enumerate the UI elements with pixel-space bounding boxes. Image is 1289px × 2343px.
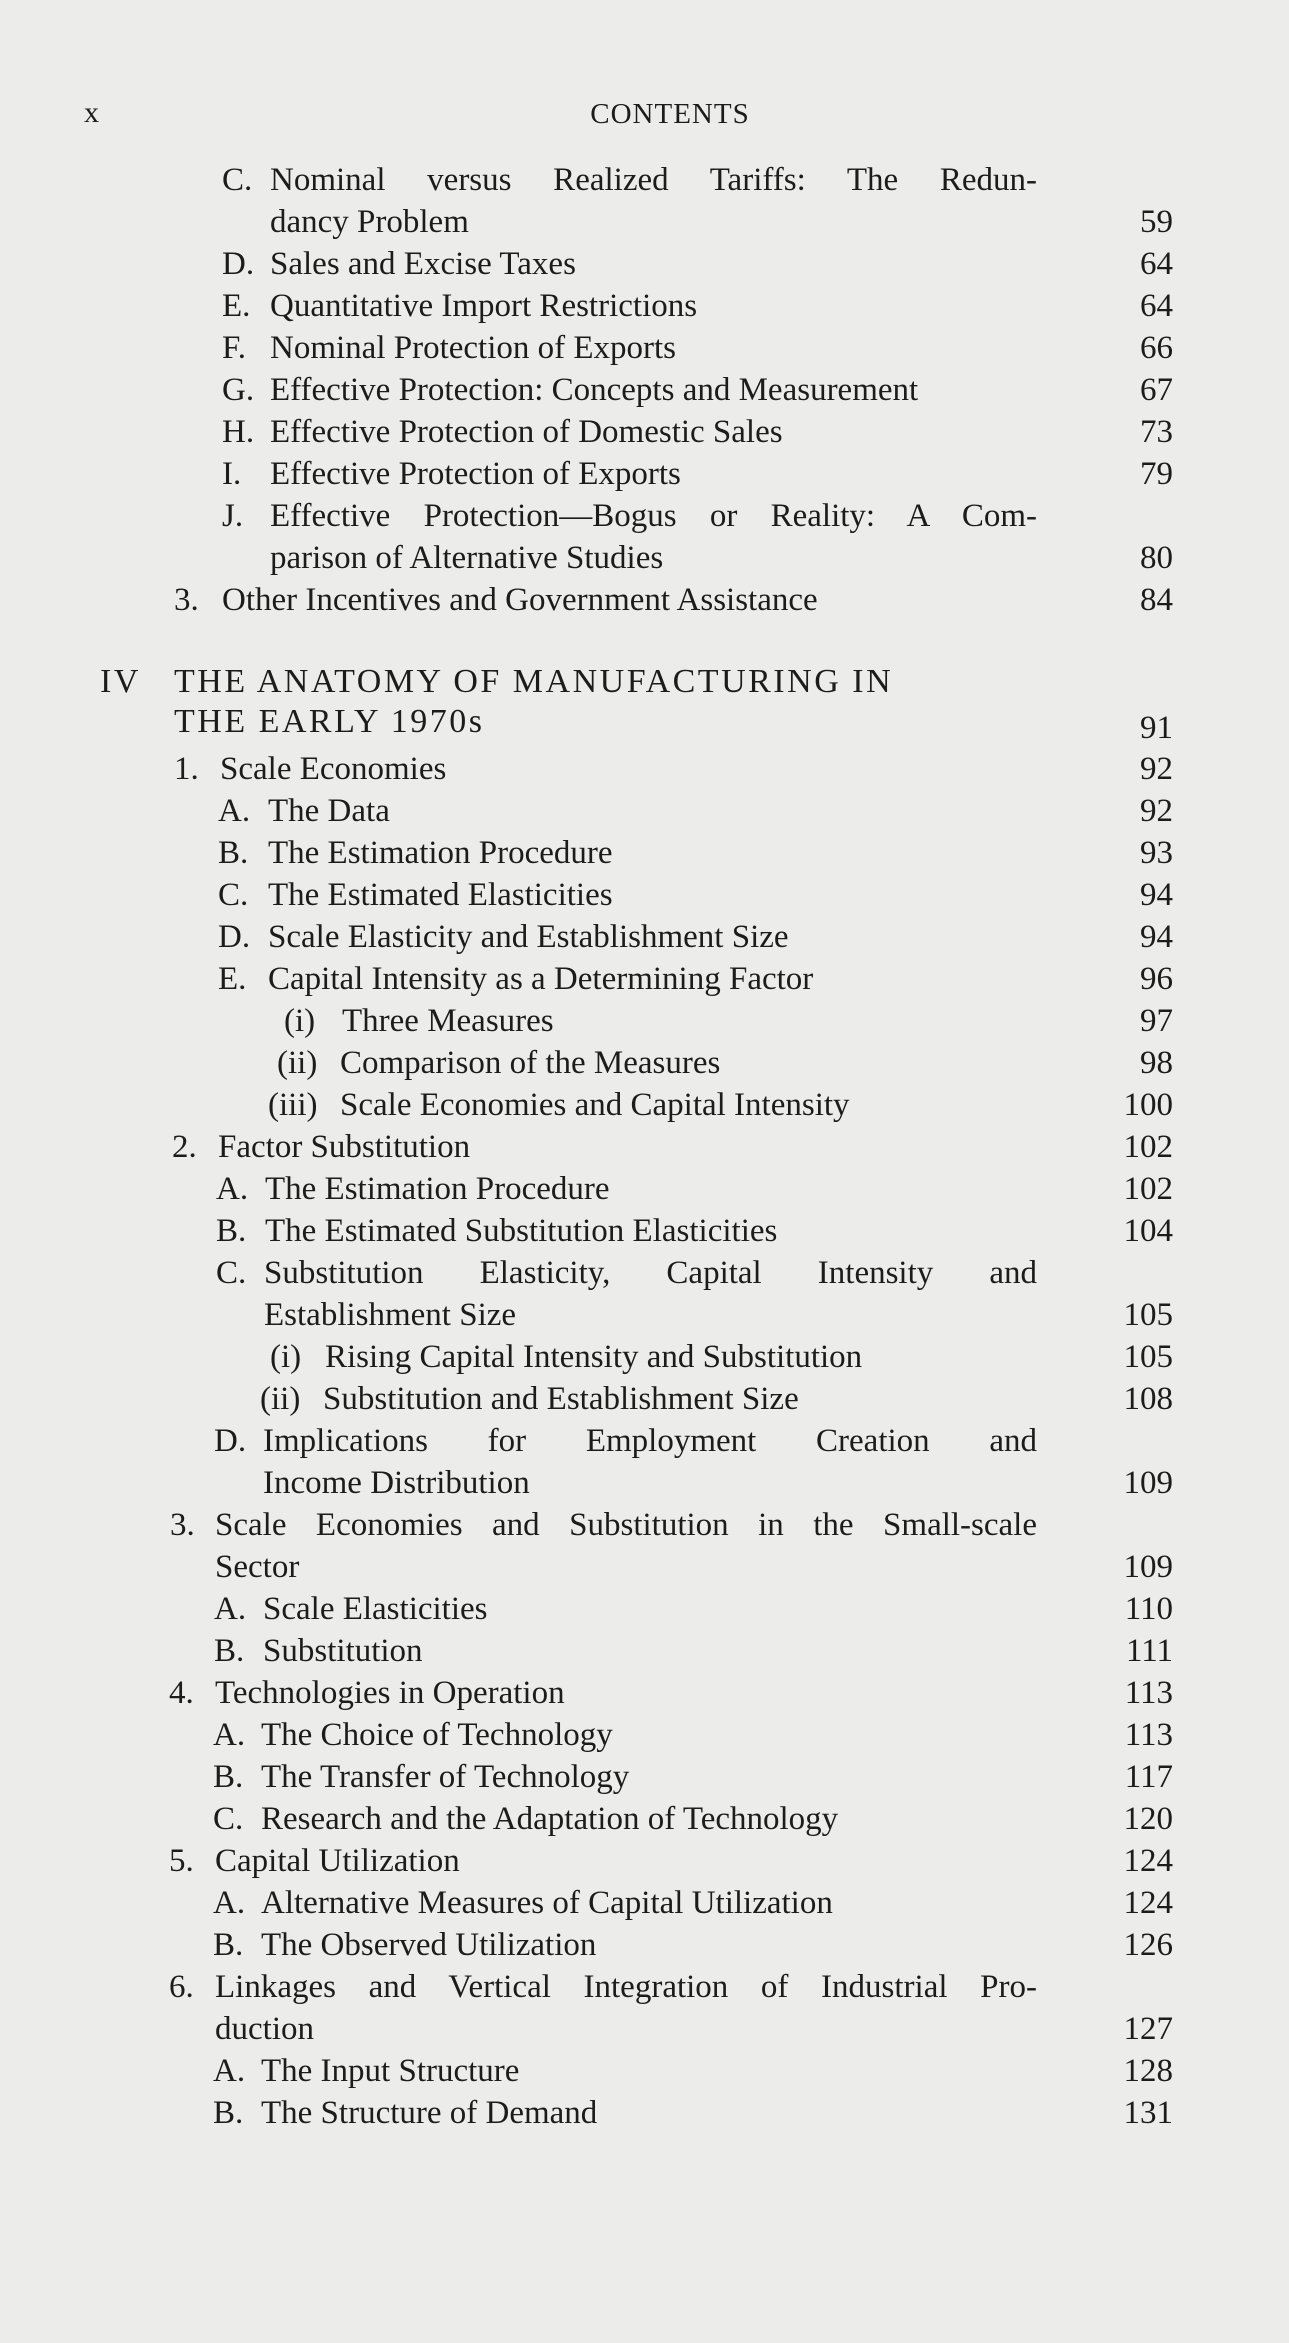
entry-title: Effective Protection of Domestic Sales	[270, 414, 783, 450]
entry-title: Scale Economies	[220, 751, 447, 787]
entry-label: G.	[222, 372, 255, 408]
entry-page-number: 73	[1140, 414, 1173, 450]
entry-label: D.	[218, 919, 251, 955]
entry-label: F.	[222, 330, 246, 366]
entry-label: 6.	[169, 1969, 194, 2005]
entry-page-number: 64	[1140, 246, 1173, 282]
entry-page-number: 108	[1123, 1381, 1173, 1417]
entry-title: Scale Elasticity and Establishment Size	[268, 919, 789, 955]
entry-title: The Estimated Elasticities	[268, 877, 613, 913]
entry-title-line1: Implications for Employment Creation and	[263, 1423, 1037, 1459]
entry-page-number: 59	[1140, 204, 1173, 240]
entry-title: Effective Protection of Exports	[270, 456, 681, 492]
entry-title-line1: Effective Protection—Bogus or Reality: A Com-	[270, 498, 1037, 534]
entry-label: C.	[218, 877, 249, 913]
entry-label: 5.	[169, 1843, 194, 1879]
entry-page-number: 113	[1124, 1717, 1173, 1753]
entry-title: Sales and Excise Taxes	[270, 246, 576, 282]
entry-label: B.	[218, 835, 249, 871]
entry-title-line1: Nominal versus Realized Tariffs: The Redun-	[270, 162, 1037, 198]
entry-page-number: 100	[1123, 1087, 1173, 1123]
entry-page-number: 94	[1140, 919, 1173, 955]
entry-title: Factor Substitution	[218, 1129, 471, 1165]
entry-label: (ii)	[277, 1045, 318, 1081]
entry-title: The Estimation Procedure	[265, 1171, 610, 1207]
entry-label: 4.	[169, 1675, 194, 1711]
entry-title: Alternative Measures of Capital Utilization	[261, 1885, 833, 1921]
entry-title-line2: Establishment Size	[264, 1297, 517, 1333]
entry-title-line2: Income Distribution	[263, 1465, 530, 1501]
entry-label: C.	[222, 162, 253, 198]
entry-page-number: 110	[1124, 1591, 1173, 1627]
entry-label: B.	[213, 2095, 244, 2131]
entry-title: Substitution	[263, 1633, 423, 1669]
entry-label: B.	[214, 1633, 245, 1669]
entry-label: J.	[222, 498, 244, 534]
entry-page-number: 120	[1123, 1801, 1173, 1837]
entry-page-number: 111	[1125, 1633, 1173, 1669]
page-number: x	[84, 96, 99, 129]
entry-label: A.	[216, 1171, 249, 1207]
entry-page-number: 84	[1140, 582, 1173, 618]
entry-title: Research and the Adaptation of Technology	[261, 1801, 839, 1837]
entry-title: Capital Utilization	[215, 1843, 460, 1879]
entry-page-number: 80	[1140, 540, 1173, 576]
running-head: CONTENTS	[590, 98, 750, 130]
entry-title: Quantitative Import Restrictions	[270, 288, 698, 324]
entry-title: Effective Protection: Concepts and Measurement	[270, 372, 919, 408]
entry-title: Other Incentives and Government Assistance	[222, 582, 818, 618]
entry-title-line2: duction	[215, 2011, 314, 2047]
entry-title: Capital Intensity as a Determining Factor	[268, 961, 814, 997]
entry-page-number: 104	[1123, 1213, 1173, 1249]
entry-label: B.	[213, 1927, 244, 1963]
entry-label: A.	[213, 2053, 246, 2089]
entry-page-number: 127	[1123, 2011, 1173, 2047]
entry-label: A.	[213, 1885, 246, 1921]
entry-page-number: 124	[1123, 1843, 1173, 1879]
entry-title: The Structure of Demand	[261, 2095, 598, 2131]
entry-title: The Transfer of Technology	[261, 1759, 630, 1795]
entry-page-number: 93	[1140, 835, 1173, 871]
entry-title-line1: Linkages and Vertical Integration of Industrial Pro-	[215, 1969, 1037, 2005]
entry-title: Nominal Protection of Exports	[270, 330, 677, 366]
entry-label: H.	[222, 414, 255, 450]
entry-page-number: 131	[1123, 2095, 1173, 2131]
entry-title: Technologies in Operation	[215, 1675, 565, 1711]
entry-page-number: 117	[1124, 1759, 1173, 1795]
entry-title: Scale Elasticities	[263, 1591, 488, 1627]
chapter-title-line2: THE EARLY 1970s	[174, 703, 485, 740]
entry-label: B.	[216, 1213, 247, 1249]
entry-title-line1: Scale Economies and Substitution in the Small-scale	[215, 1507, 1037, 1543]
entry-page-number: 128	[1123, 2053, 1173, 2089]
entry-page-number: 105	[1123, 1339, 1173, 1375]
entry-page-number: 109	[1123, 1549, 1173, 1585]
entry-label: (i)	[284, 1003, 316, 1039]
entry-page-number: 124	[1123, 1885, 1173, 1921]
entry-page-number: 98	[1140, 1045, 1173, 1081]
entry-title: The Estimation Procedure	[268, 835, 613, 871]
entry-page-number: 105	[1123, 1297, 1173, 1333]
entry-page-number: 96	[1140, 961, 1173, 997]
entry-title: The Input Structure	[261, 2053, 520, 2089]
entry-title: The Observed Utilization	[261, 1927, 597, 1963]
entry-title: The Estimated Substitution Elasticities	[265, 1213, 778, 1249]
entry-page-number: 92	[1140, 793, 1173, 829]
entry-page-number: 109	[1123, 1465, 1173, 1501]
entry-page-number: 113	[1124, 1675, 1173, 1711]
entry-label: A.	[213, 1717, 246, 1753]
entry-label: (ii)	[260, 1381, 301, 1417]
chapter-number: IV	[100, 663, 141, 700]
entry-page-number: 126	[1123, 1927, 1173, 1963]
entry-label: 3.	[174, 582, 199, 618]
entry-label: (iii)	[268, 1087, 318, 1123]
entry-label: 2.	[172, 1129, 197, 1165]
chapter-page-number: 91	[1140, 710, 1173, 746]
entry-label: C.	[213, 1801, 244, 1837]
entry-title-line2: parison of Alternative Studies	[270, 540, 664, 576]
entry-title-line2: Sector	[215, 1549, 300, 1585]
entry-title: Scale Economies and Capital Intensity	[340, 1087, 850, 1123]
entry-page-number: 66	[1140, 330, 1173, 366]
entry-label: E.	[222, 288, 251, 324]
entry-page-number: 64	[1140, 288, 1173, 324]
chapter-title-line1: THE ANATOMY OF MANUFACTURING IN	[174, 663, 894, 700]
entry-page-number: 97	[1140, 1003, 1173, 1039]
entry-title: The Data	[268, 793, 390, 829]
entry-page-number: 102	[1123, 1129, 1173, 1165]
entry-label: (i)	[270, 1339, 302, 1375]
entry-label: A.	[218, 793, 251, 829]
entry-label: C.	[216, 1255, 247, 1291]
entry-page-number: 92	[1140, 751, 1173, 787]
entry-title-line1: Substitution Elasticity, Capital Intensity and	[264, 1255, 1037, 1291]
entry-label: B.	[213, 1759, 244, 1795]
entry-label: D.	[214, 1423, 247, 1459]
entry-title: Comparison of the Measures	[340, 1045, 721, 1081]
entry-title-line2: dancy Problem	[270, 204, 469, 240]
entry-label: A.	[214, 1591, 247, 1627]
entry-page-number: 67	[1140, 372, 1173, 408]
entry-title: Substitution and Establishment Size	[323, 1381, 799, 1417]
entry-page-number: 79	[1140, 456, 1173, 492]
entry-title: The Choice of Technology	[261, 1717, 613, 1753]
entry-label: D.	[222, 246, 255, 282]
entry-page-number: 94	[1140, 877, 1173, 913]
entry-label: 1.	[174, 751, 199, 787]
entry-label: E.	[218, 961, 247, 997]
entry-page-number: 102	[1123, 1171, 1173, 1207]
entry-label: I.	[222, 456, 242, 492]
entry-title: Rising Capital Intensity and Substitution	[325, 1339, 863, 1375]
entry-title: Three Measures	[342, 1003, 554, 1039]
entry-label: 3.	[170, 1507, 195, 1543]
